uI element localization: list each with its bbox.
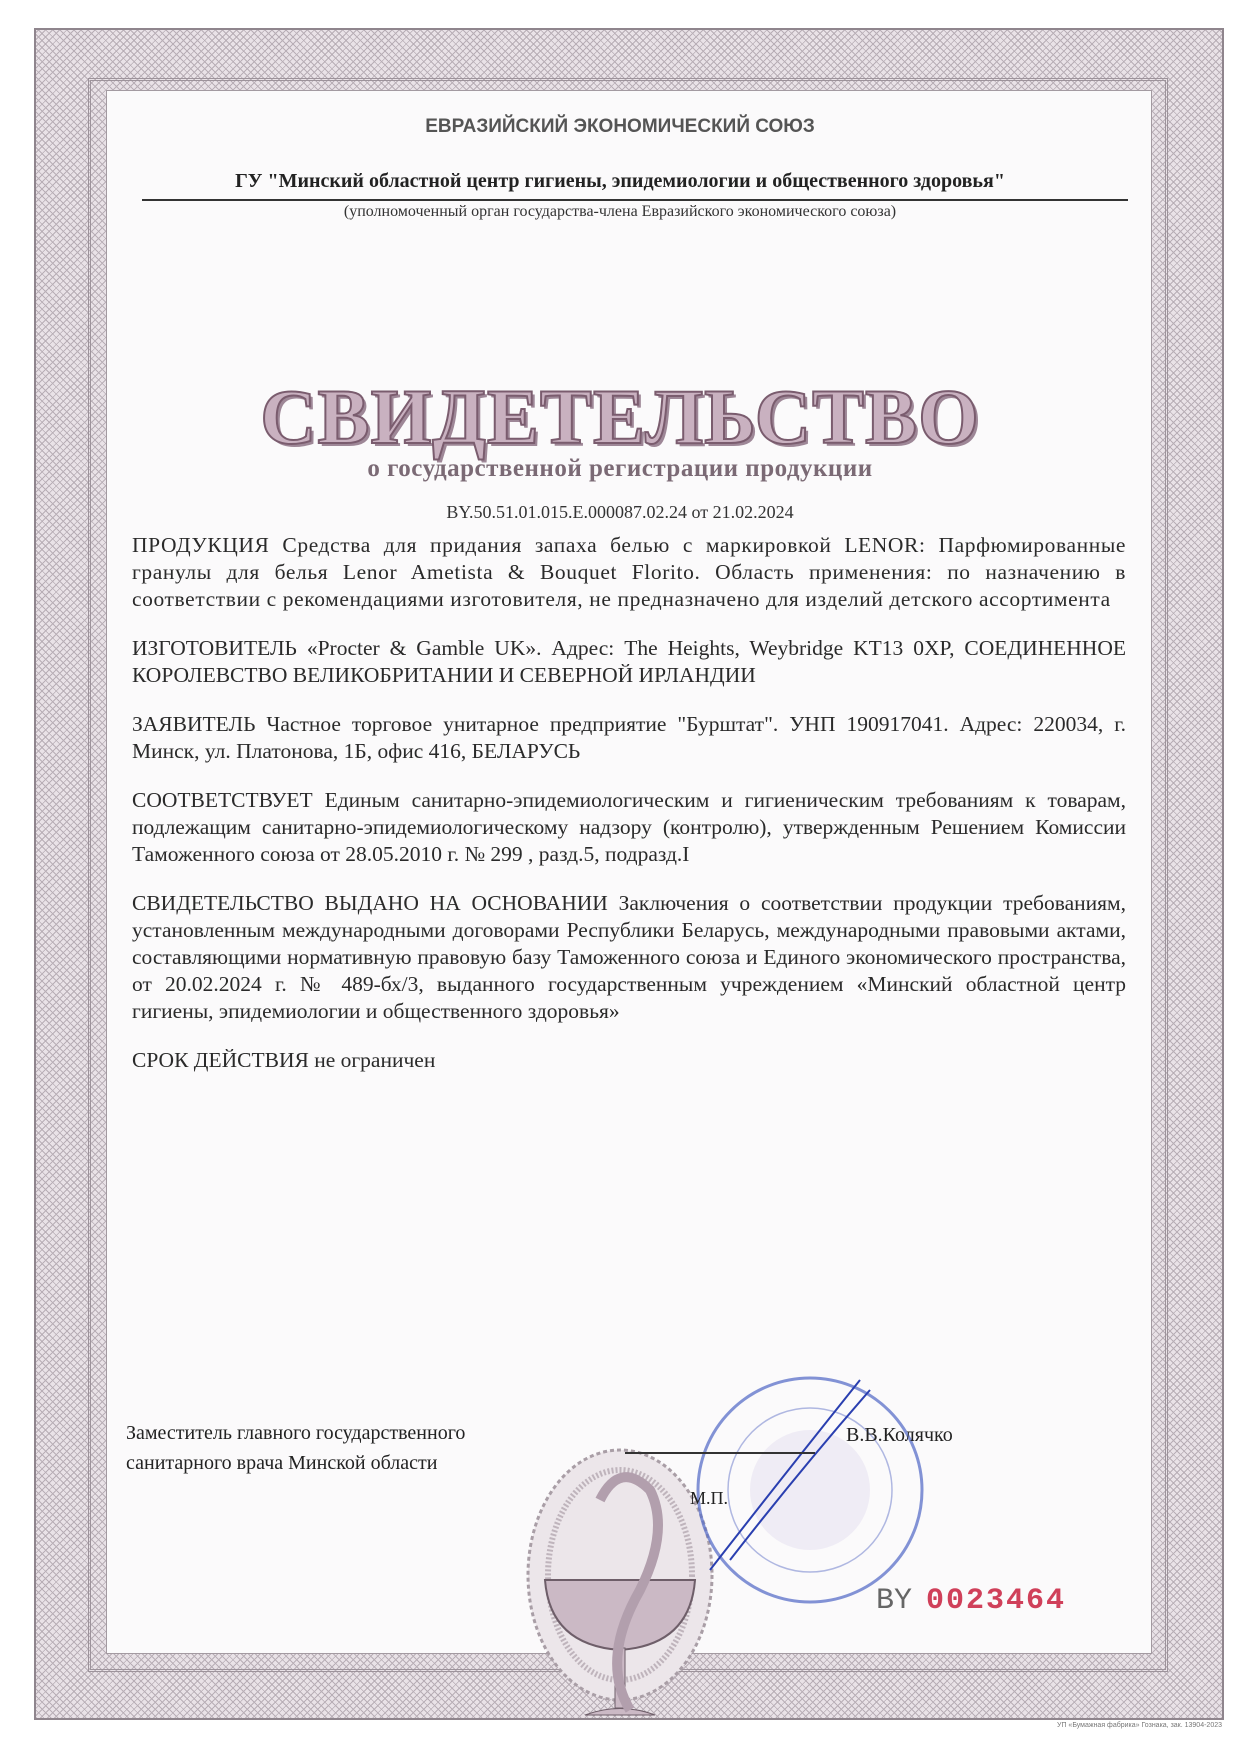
serial-prefix: BY [876, 1584, 913, 1618]
document-title: СВИДЕТЕЛЬСТВО [260, 373, 980, 460]
section-label: СВИДЕТЕЛЬСТВО ВЫДАНО НА ОСНОВАНИИ [132, 891, 608, 915]
position-line: санитарного врача Минской области [126, 1452, 438, 1474]
section-applicant [132, 711, 1126, 765]
position-line: Заместитель главного государственного [126, 1422, 466, 1444]
section-text: «Procter & Gamble UK». Адрес: The Heights, Weybridge KT13 0XP, СОЕДИНЕННОЕ КОРОЛЕВСТВО ВЕЛИКОБРИТАНИИ И СЕВЕРНОЙ ИРЛАНДИИ [132, 636, 1126, 687]
serial-number [876, 1584, 1066, 1618]
signatory-name: В.В.Колячко [846, 1424, 953, 1446]
printer-note: УП «Бумажная фабрика» Гознака, зак. 13904-2023 [1057, 1722, 1222, 1729]
section-text: Частное торговое унитарное предприятие "Бурштат". УНП 190917041. Адрес: 220034, г. Минск, ул. Платонова, 1Б, офис 416, БЕЛАРУСЬ [132, 712, 1126, 763]
section-label: ПРОДУКЦИЯ [132, 533, 270, 557]
section-text: не ограничен [314, 1048, 436, 1072]
seal-mark: М.П. [690, 1488, 729, 1508]
section-basis [132, 890, 1126, 1025]
signature-line [625, 1452, 815, 1454]
document-subtitle: о государственной регистрации продукции [367, 455, 873, 482]
section-product [132, 532, 1126, 613]
section-text: Средства для придания запаха белью с маркировкой LENOR: Парфюмированные гранулы для белья Lenor Ametista & Bouquet Florito. Область применения: по назначению в соответствии с рекомендациями изготовителя, не предназначено для изделий детского ассортимента [132, 533, 1127, 611]
section-label: СООТВЕТСТВУЕТ [132, 788, 313, 812]
serial-digits: 0023464 [926, 1584, 1067, 1618]
organization-underline [142, 199, 1128, 201]
union-header: ЕВРАЗИЙСКИЙ ЭКОНОМИЧЕСКИЙ СОЮЗ [425, 116, 815, 137]
section-validity [132, 1047, 1126, 1074]
section-text: Заключения о соответствии продукции требованиям, установленным международными договорами Республики Беларусь, международными правовыми актами, составляющими нормативную правовую базу Таможенного союза и Единого экономического пространства, от 20.02.2024 г. № 489-бх/3, выданного государственным учреждением «Минский областной центр гигиены, эпидемиологии и общественного здоровья» [132, 891, 1127, 1023]
certificate-body [132, 532, 1126, 1096]
section-text: Единым санитарно-эпидемиологическим и гигиеническим требованиям к товарам, подлежащим санитарно-эпидемиологическому надзору (контролю), утвержденным Решением Комиссии Таможенного союза от 28.05.2010 г. № 299 , разд.5, подразд.I [132, 788, 1127, 866]
section-label: ЗАЯВИТЕЛЬ [132, 712, 256, 736]
issuing-organization: ГУ "Минский областной центр гигиены, эпидемиологии и общественного здоровья" [235, 170, 1005, 192]
signatory-position [126, 1418, 465, 1478]
registration-number: BY.50.51.01.015.E.000087.02.24 от 21.02.2024 [446, 502, 794, 522]
section-compliance [132, 787, 1126, 868]
section-manufacturer [132, 635, 1126, 689]
authority-note: (уполномоченный орган государства-члена Евразийского экономического союза) [343, 203, 897, 220]
section-label: СРОК ДЕЙСТВИЯ [132, 1048, 309, 1072]
section-label: ИЗГОТОВИТЕЛЬ [132, 636, 297, 660]
